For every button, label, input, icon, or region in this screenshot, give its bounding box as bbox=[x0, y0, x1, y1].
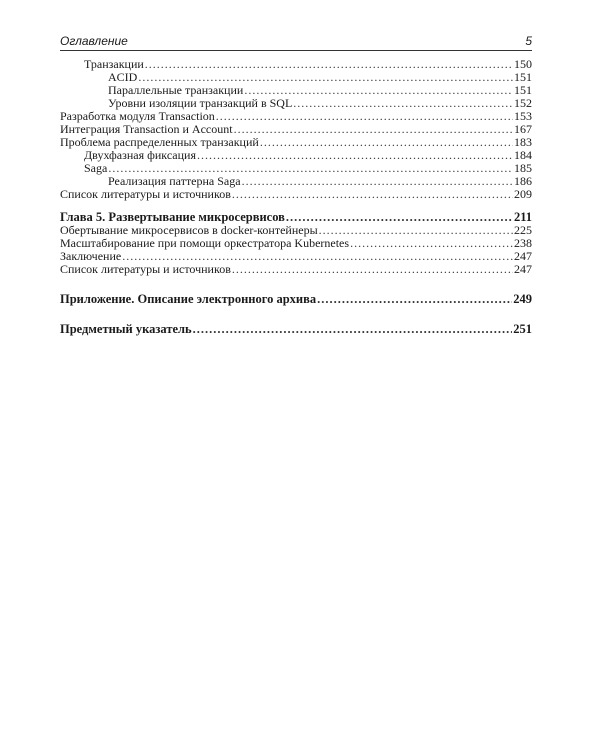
toc-entry-page: 186 bbox=[514, 174, 532, 188]
toc-entry-title: ACID bbox=[108, 70, 138, 84]
toc-entry[interactable] bbox=[60, 237, 532, 250]
toc-entry-title: Параллельные транзакции bbox=[108, 83, 244, 97]
toc-entry[interactable] bbox=[60, 188, 532, 201]
toc-leader-dots bbox=[197, 149, 513, 162]
toc-entry-page: 238 bbox=[514, 236, 532, 250]
toc-entry[interactable] bbox=[60, 149, 532, 162]
toc-entry-title: Предметный указатель bbox=[60, 322, 192, 336]
toc-entry-title: Реализация паттерна Saga bbox=[108, 174, 241, 188]
toc-leader-dots bbox=[350, 237, 513, 250]
toc-leader-dots bbox=[232, 188, 513, 201]
toc-entry-page: 251 bbox=[513, 322, 532, 336]
toc-leader-dots bbox=[317, 293, 512, 306]
toc-entry-title: Список литературы и источников bbox=[60, 262, 231, 276]
toc-entry-page: 151 bbox=[514, 83, 532, 97]
toc-entry-page: 185 bbox=[514, 161, 532, 175]
toc-entry-page: 183 bbox=[514, 135, 532, 149]
toc-entry-page: 153 bbox=[514, 109, 532, 123]
toc-entry-page: 211 bbox=[513, 210, 532, 224]
toc-entry-page: 247 bbox=[514, 249, 532, 263]
toc-leader-dots bbox=[193, 323, 513, 336]
toc-entry-title: Двухфазная фиксация bbox=[84, 148, 196, 162]
toc-entry-page: 209 bbox=[514, 187, 532, 201]
toc-entry-title: Масштабирование при помощи оркестратора Kubernetes bbox=[60, 236, 350, 250]
toc-leader-dots bbox=[216, 110, 513, 123]
toc-entry-title: Список литературы и источников bbox=[60, 187, 231, 201]
toc-entry-title: Обертывание микросервисов в docker-контейнеры bbox=[60, 223, 318, 237]
header-title: Оглавление bbox=[60, 34, 128, 48]
table-of-contents bbox=[60, 58, 532, 336]
toc-leader-dots bbox=[232, 263, 513, 276]
toc-entry-title: Saga bbox=[84, 161, 108, 175]
toc-entry-title: Разработка модуля Transaction bbox=[60, 109, 215, 123]
toc-entry-title: Проблема распределенных транзакций bbox=[60, 135, 259, 149]
toc-entry[interactable] bbox=[60, 293, 532, 306]
toc-entry-title: Транзакции bbox=[84, 57, 144, 71]
toc-leader-dots bbox=[234, 123, 513, 136]
toc-entry-title: Уровни изоляции транзакций в SQL bbox=[108, 96, 293, 110]
header-page-number: 5 bbox=[525, 34, 532, 48]
page-header bbox=[60, 30, 532, 51]
toc-entry-page: 225 bbox=[514, 223, 532, 237]
toc-entry-title: Приложение. Описание электронного архива bbox=[60, 292, 317, 306]
toc-entry-page: 152 bbox=[514, 96, 532, 110]
toc-entry-page: 184 bbox=[514, 148, 532, 162]
toc-entry-title: Интеграция Transaction и Account bbox=[60, 122, 233, 136]
toc-leader-dots bbox=[145, 58, 513, 71]
toc-entry[interactable] bbox=[60, 323, 532, 336]
toc-entry-page: 151 bbox=[514, 70, 532, 84]
toc-entry-page: 249 bbox=[513, 292, 532, 306]
toc-leader-dots bbox=[286, 211, 513, 224]
toc-entry-page: 167 bbox=[514, 122, 532, 136]
toc-entry[interactable] bbox=[60, 263, 532, 276]
toc-leader-dots bbox=[293, 97, 513, 110]
toc-leader-dots bbox=[242, 175, 513, 188]
toc-entry-page: 150 bbox=[514, 57, 532, 71]
toc-entry-title: Глава 5. Развертывание микросервисов bbox=[60, 210, 285, 224]
toc-leader-dots bbox=[260, 136, 513, 149]
toc-entry-title: Заключение bbox=[60, 249, 122, 263]
toc-entry-page: 247 bbox=[514, 262, 532, 276]
